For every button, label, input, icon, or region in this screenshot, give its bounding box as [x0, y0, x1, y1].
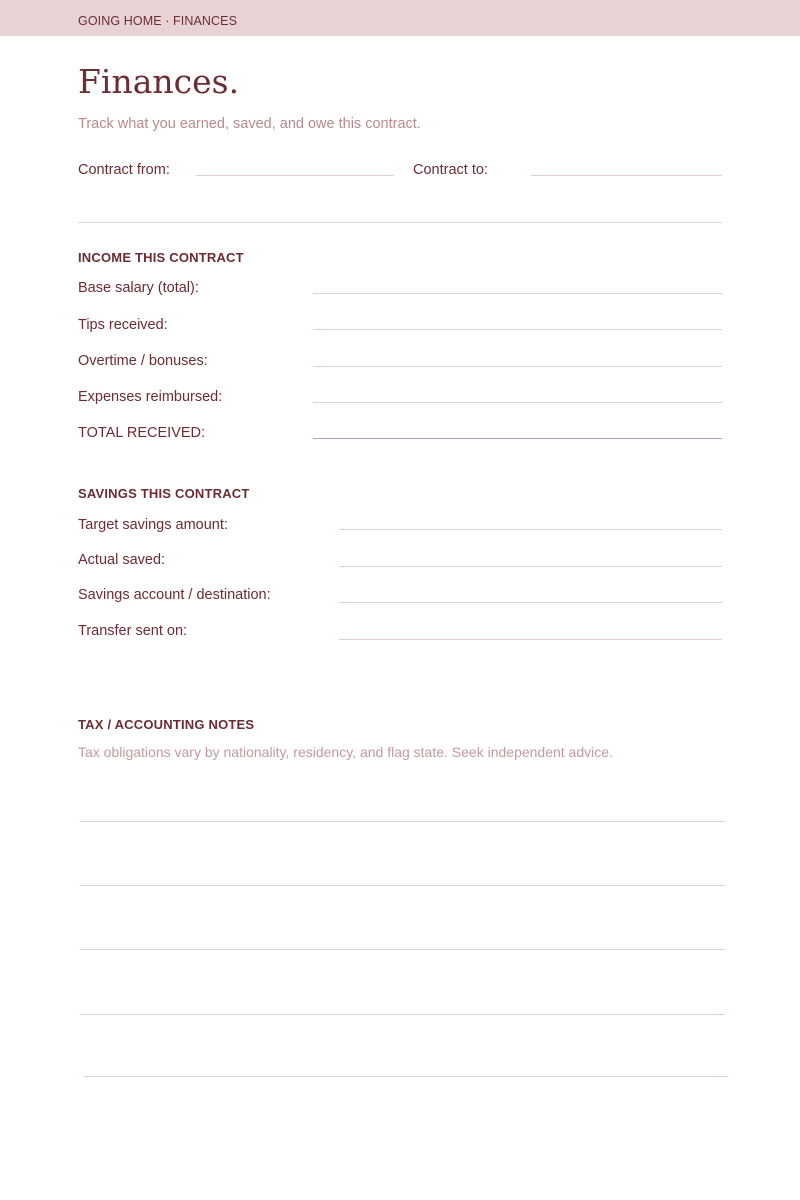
income-field-base-salary[interactable]: [313, 293, 722, 294]
savings-field-actual[interactable]: [339, 566, 722, 567]
section-divider: [78, 222, 722, 223]
income-field-tips[interactable]: [313, 329, 722, 330]
savings-field-account[interactable]: [339, 602, 722, 603]
income-label-base-salary: Base salary (total):: [78, 280, 199, 296]
notes-line[interactable]: [80, 885, 725, 886]
notes-line[interactable]: [84, 1076, 728, 1077]
savings-label-actual: Actual saved:: [78, 552, 166, 568]
income-label-tips: Tips received:: [78, 317, 168, 333]
tax-heading: TAX / ACCOUNTING NOTES: [78, 717, 255, 732]
contract-to-label: Contract to:: [413, 162, 488, 178]
savings-field-target[interactable]: [339, 529, 722, 530]
savings-heading: SAVINGS THIS CONTRACT: [78, 486, 250, 501]
notes-line[interactable]: [80, 821, 725, 822]
breadcrumb: GOING HOME · FINANCES: [78, 14, 238, 28]
notes-line[interactable]: [80, 949, 725, 950]
income-field-total[interactable]: [313, 438, 722, 439]
income-field-expenses[interactable]: [313, 402, 722, 403]
income-label-overtime: Overtime / bonuses:: [78, 353, 208, 369]
contract-from-field[interactable]: [196, 175, 394, 176]
savings-field-transfer[interactable]: [339, 639, 722, 640]
notes-line[interactable]: [80, 1014, 725, 1015]
contract-to-field[interactable]: [531, 175, 722, 176]
savings-label-transfer: Transfer sent on:: [78, 623, 188, 639]
page-subtitle: Track what you earned, saved, and owe this contract.: [78, 116, 421, 132]
tax-note: Tax obligations vary by nationality, residency, and flag state. Seek independent advice.: [78, 744, 613, 760]
income-heading: INCOME THIS CONTRACT: [78, 250, 244, 265]
income-field-overtime[interactable]: [313, 366, 722, 367]
savings-label-account: Savings account / destination:: [78, 587, 271, 603]
income-label-total: TOTAL RECEIVED:: [78, 425, 206, 441]
top-bar: [0, 0, 800, 36]
page-title: Finances.: [78, 62, 240, 101]
savings-label-target: Target savings amount:: [78, 517, 228, 533]
income-label-expenses: Expenses reimbursed:: [78, 389, 223, 405]
contract-from-label: Contract from:: [78, 162, 170, 178]
